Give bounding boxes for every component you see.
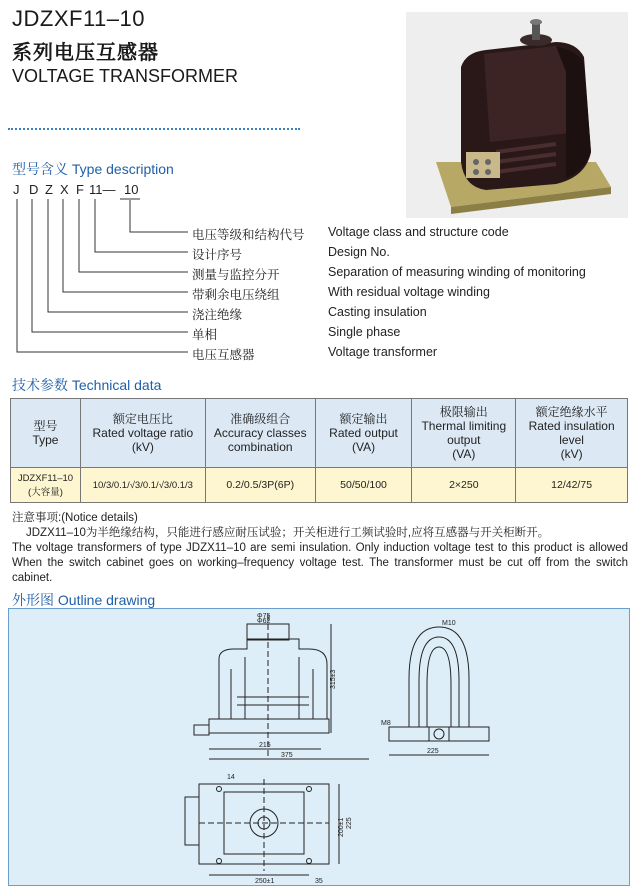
column-header: 极限输出 Thermal limiting output (VA) xyxy=(412,399,516,468)
code-number-10: 10 xyxy=(124,182,139,197)
outline-drawing-svg xyxy=(9,609,629,885)
type-code-diagram xyxy=(0,0,638,380)
code-letter-z: Z xyxy=(45,182,53,197)
column-header: 额定输出 Rated output (VA) xyxy=(315,399,412,468)
column-header: 准确级组合 Accuracy classes combination xyxy=(205,399,315,468)
notice-details xyxy=(12,511,628,586)
cell-limit: 2×250 xyxy=(412,468,516,503)
cell-ratio: 10/3/0.1/√3/0.1/√3/0.1/3 xyxy=(80,468,205,503)
dim-35: 35 xyxy=(315,878,323,885)
dim-14: 14 xyxy=(227,774,235,781)
type-item-en: With residual voltage winding xyxy=(328,285,490,299)
table-row xyxy=(11,468,628,503)
dim-top-d1: Φ75 xyxy=(257,613,271,620)
dim-m8: M8 xyxy=(381,720,391,727)
column-header: 额定绝缘水平 Rated insulation level (kV) xyxy=(516,399,628,468)
type-item-en: Single phase xyxy=(328,325,401,339)
type-item-en: Separation of measuring winding of monitoring xyxy=(328,265,586,279)
dim-200: 200±1 xyxy=(338,817,345,837)
code-letter-j: J xyxy=(13,182,20,197)
dim-m10: M10 xyxy=(442,620,456,627)
type-item-en: Casting insulation xyxy=(328,305,427,319)
code-letter-f: F xyxy=(76,182,84,197)
column-header: 型号 Type xyxy=(11,399,81,468)
notice-cn: JDZX11–10为半绝缘结构，只能进行感应耐压试验；开关柜进行工频试验时,应将互感器与开关柜断开。 xyxy=(26,527,550,539)
type-item-en: Design No. xyxy=(328,245,390,259)
outline-drawing-panel xyxy=(8,608,630,886)
type-item-cn: 带剩余电压绕组 xyxy=(192,288,280,302)
type-item-cn: 单相 xyxy=(192,328,218,342)
column-header: 额定电压比 Rated voltage ratio (kV) xyxy=(80,399,205,468)
table-header-row xyxy=(11,399,628,468)
notice-title: 注意事项:(Notice details) xyxy=(12,512,138,524)
notice-en: The voltage transformers of type JDZX11–10 are semi insulation. Only induction voltage test to this product is allowed When the switch cabinet goes on working–frequency voltage test. The transformer must be cut off from the switch cabinet. xyxy=(12,542,628,584)
type-item-cn: 电压等级和结构代号 xyxy=(192,228,305,242)
technical-data-title: 技术参数 Technical data xyxy=(12,377,162,393)
cell-accuracy: 0.2/0.5/3P(6P) xyxy=(205,468,315,503)
dim-225: 225 xyxy=(346,817,353,829)
cell-insulation: 12/42/75 xyxy=(516,468,628,503)
type-description-title: 型号含义 Type description xyxy=(12,161,174,177)
outline-drawing-title: 外形图 Outline drawing xyxy=(12,592,156,608)
dim-w1: 215 xyxy=(259,742,271,749)
type-item-en: Voltage class and structure code xyxy=(328,225,509,239)
dim-side-width: 225 xyxy=(427,748,439,755)
code-letter-d: D xyxy=(29,182,39,197)
dim-top-d2: Φ62 xyxy=(257,618,271,625)
dim-height: 315±3 xyxy=(330,669,337,689)
cell-type: JDZXF11–10 (大容量) xyxy=(11,468,81,503)
type-item-cn: 电压互感器 xyxy=(192,348,255,362)
type-item-cn: 测量与监控分开 xyxy=(192,268,280,282)
dim-250: 250±1 xyxy=(255,878,275,885)
type-item-cn: 设计序号 xyxy=(192,248,243,262)
code-letter-x: X xyxy=(60,182,69,197)
code-number-11: 11— xyxy=(89,182,116,197)
product-title-en: VOLTAGE TRANSFORMER xyxy=(12,66,239,86)
technical-data-table xyxy=(10,398,628,503)
code-bracket-lines xyxy=(0,0,200,380)
type-item-cn: 浇注绝缘 xyxy=(192,308,243,322)
product-title-cn: 系列电压互感器 xyxy=(12,42,159,64)
type-item-en: Voltage transformer xyxy=(328,345,438,359)
dim-w2: 375 xyxy=(281,752,293,759)
cell-output: 50/50/100 xyxy=(315,468,412,503)
product-model: JDZXF11–10 xyxy=(12,6,145,31)
